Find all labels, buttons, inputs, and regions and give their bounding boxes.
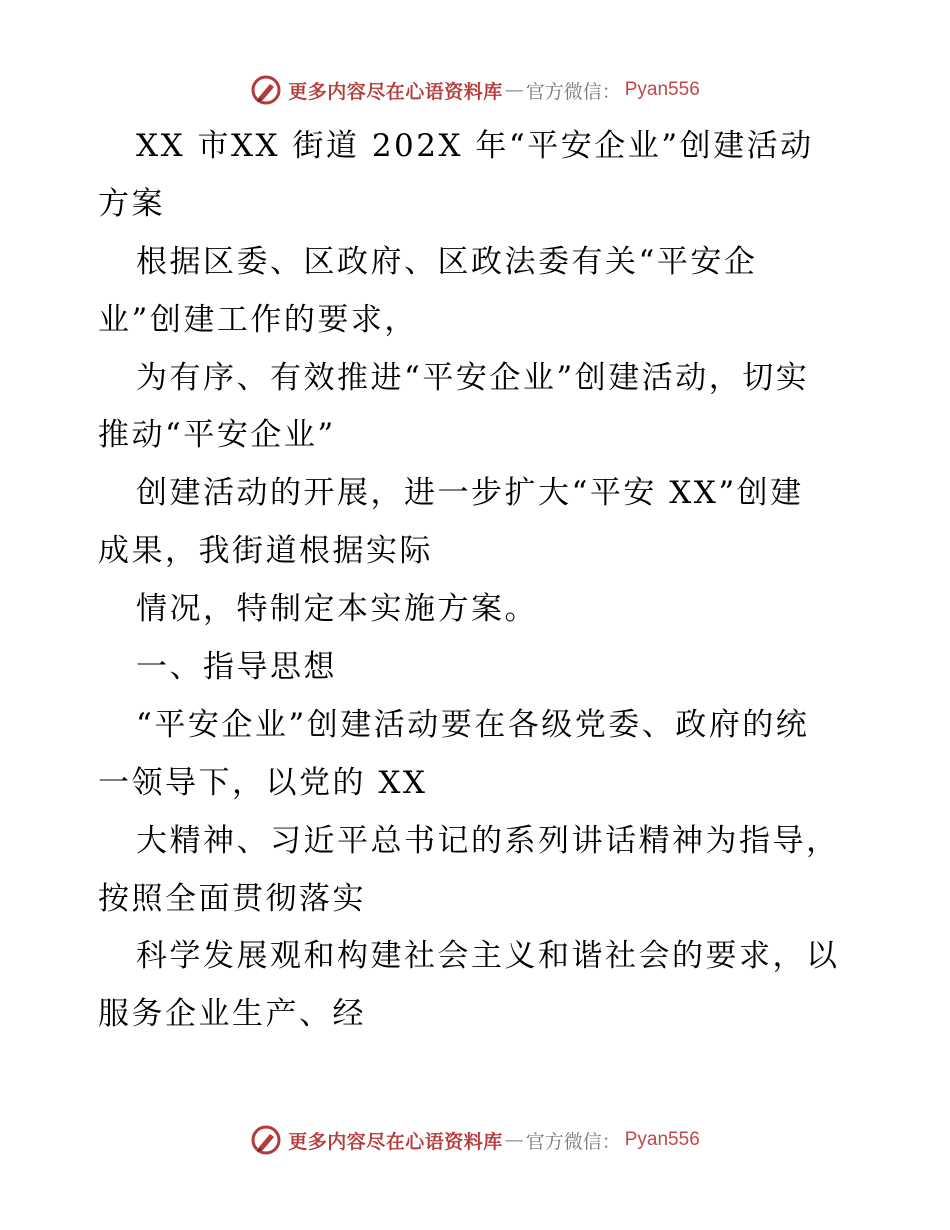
footer-watermark [0, 1120, 950, 1160]
document-line: 根据区委、区政府、区政法委有关“平安企 [136, 243, 758, 280]
watermark-brand: 更多内容尽在心语资料库 [288, 1130, 503, 1153]
watermark-handle: Pyan556 [624, 79, 700, 100]
document-body [98, 118, 858, 1044]
document-line: 为有序、有效推进“平安企业”创建活动，切实 [136, 359, 810, 396]
watermark-separator: — [504, 79, 524, 101]
document-line: 大精神、习近平总书记的系列讲话精神为指导， [136, 822, 840, 859]
header-watermark [0, 70, 950, 110]
watermark-label: 官方微信： [525, 80, 621, 103]
pen-circle-logo-icon [250, 1124, 282, 1156]
document-line: 科学发展观和构建社会主义和谐社会的要求，以 [136, 938, 840, 975]
document-line: 服务企业生产、经 [98, 996, 366, 1033]
document-line: 业”创建工作的要求， [98, 301, 418, 338]
document-line: 一、指导思想 [136, 649, 337, 686]
document-line: “平安企业”创建活动要在各级党委、政府的统 [136, 706, 810, 743]
document-line: 方案 [98, 185, 165, 222]
watermark-brand: 更多内容尽在心语资料库 [288, 80, 503, 103]
document-line: 情况，特制定本实施方案。 [136, 591, 538, 628]
document-line: 按照全面贯彻落实 [98, 880, 366, 917]
watermark-label: 官方微信： [525, 1130, 621, 1153]
document-line: 推动“平安企业” [98, 417, 336, 454]
document-line: 成果，我街道根据实际 [98, 533, 433, 570]
document-line: 一领导下，以党的 XX [98, 764, 428, 801]
document-line: XX 市XX 街道 202X 年“平安企业”创建活动 [136, 128, 814, 164]
watermark-separator: — [504, 1129, 524, 1151]
watermark-handle: Pyan556 [624, 1129, 700, 1150]
document-line: 创建活动的开展，进一步扩大“平安 XX”创建 [136, 475, 804, 512]
pen-circle-logo-icon [250, 74, 282, 106]
